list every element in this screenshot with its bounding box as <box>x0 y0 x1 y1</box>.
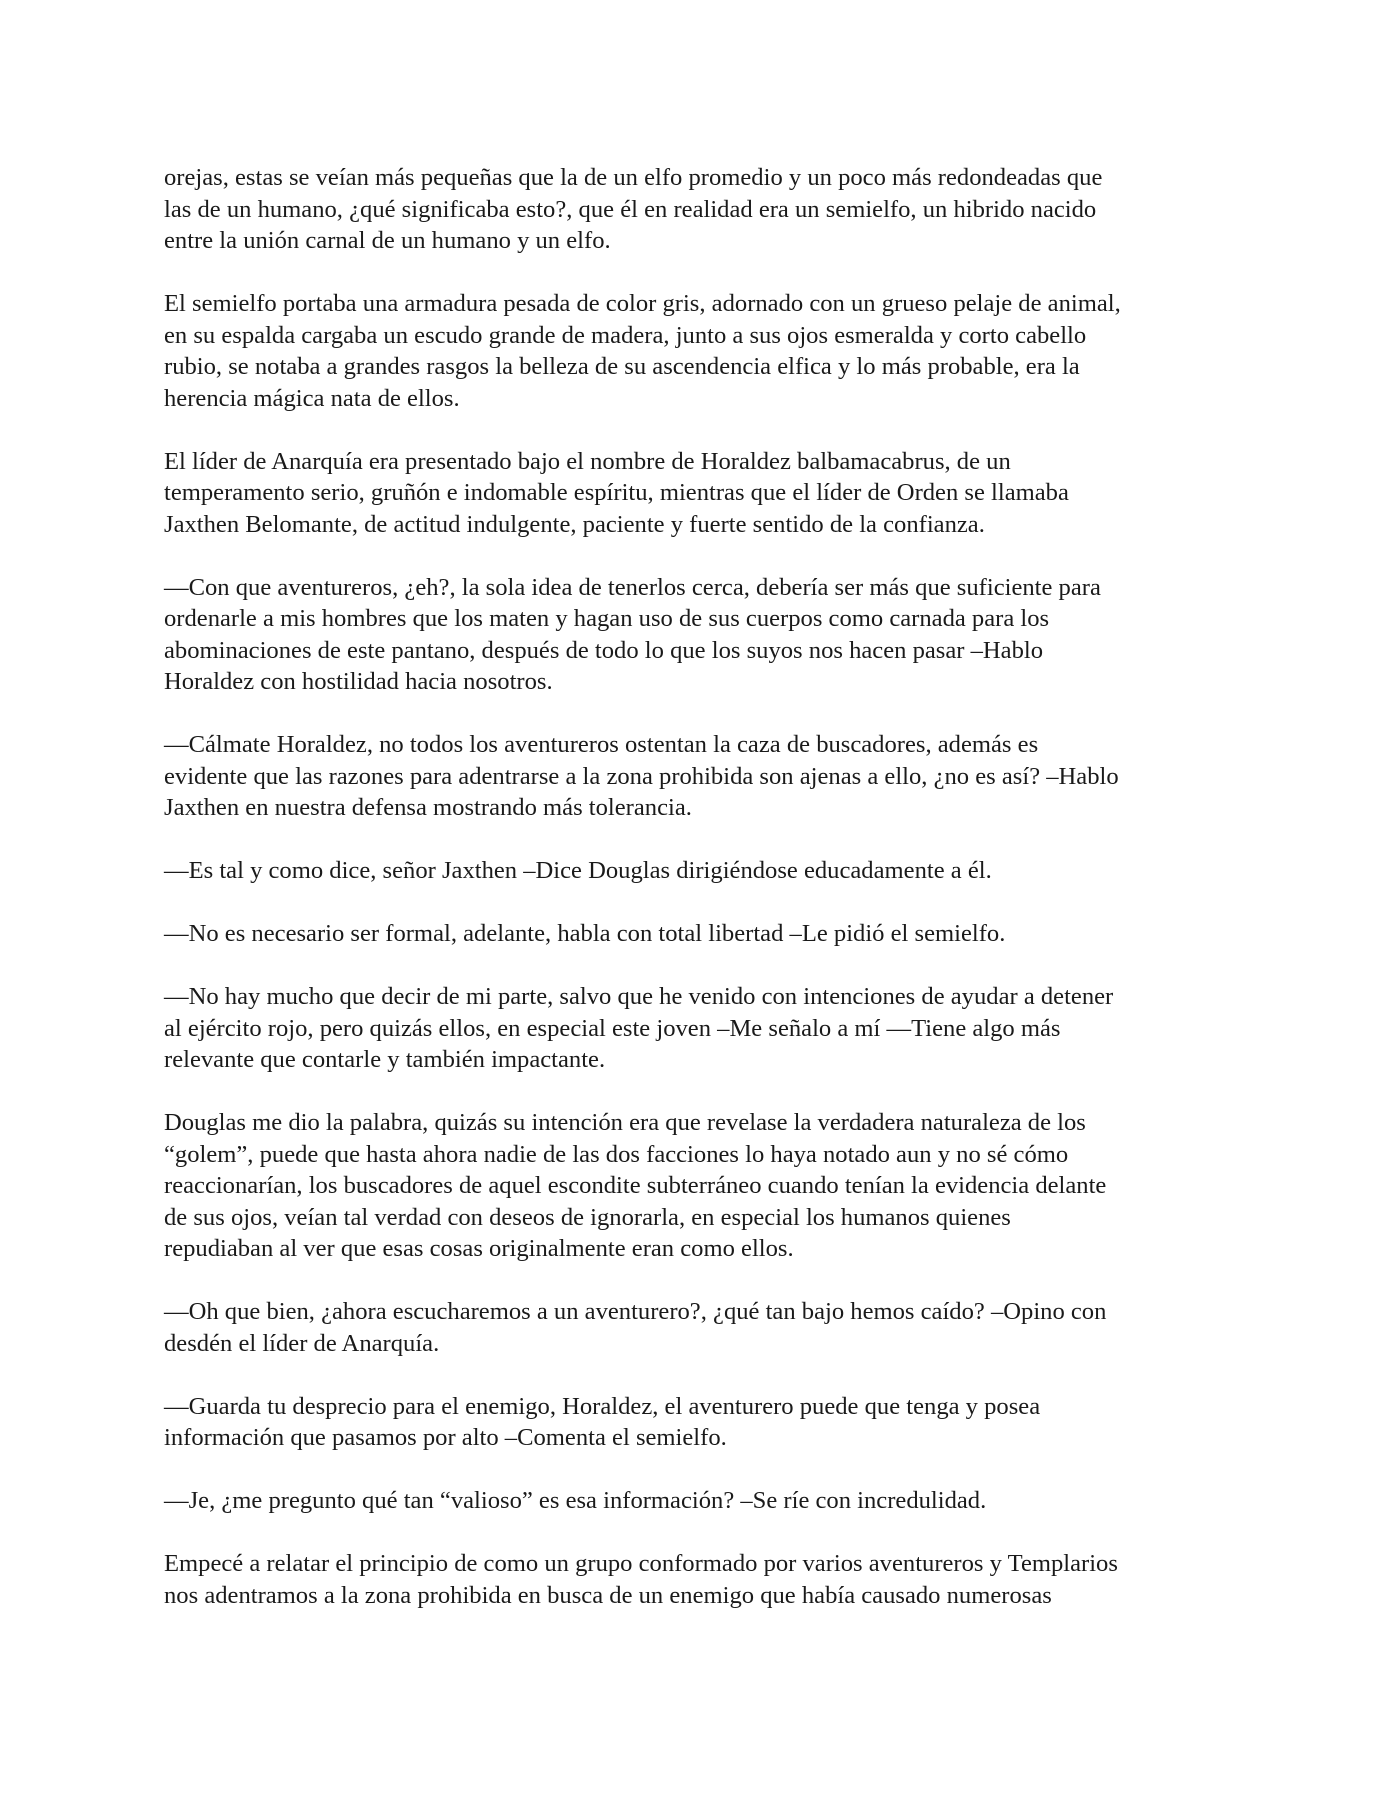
paragraph-1: orejas, estas se veían más pequeñas que la de un elfo promedio y un poco más redondeadas que las de un humano, ¿qué significaba esto?, que él en realidad era un semielfo, un hibrido nacido entre la unión carnal de un humano y un elfo. <box>164 164 1103 254</box>
paragraph-13: Empecé a relatar el principio de como un grupo conformado por varios aventureros y Templarios nos adentramos a la zona prohibida en busca de un enemigo que había causado numerosas <box>164 1550 1118 1609</box>
paragraph-7: —No es necesario ser formal, adelante, habla con total libertad –Le pidió el semielfo. <box>164 920 1006 947</box>
paragraph-9: Douglas me dio la palabra, quizás su intención era que revelase la verdadera naturaleza de los “golem”, puede que hasta ahora nadie de las dos facciones lo haya notado aun y no sé cómo reaccionarían, los buscadores de aquel escondite subterráneo cuando tenían la evidencia delante de sus ojos, veían tal verdad con deseos de ignorarla, en especial los humanos quienes repudiaban al ver que esas cosas originalmente eran como ellos. <box>164 1109 1107 1262</box>
paragraph-8: —No hay mucho que decir de mi parte, salvo que he venido con intenciones de ayudar a detener al ejército rojo, pero quizás ellos, en especial este joven –Me señalo a mí —Tiene algo más relevante que contarle y también impactante. <box>164 983 1114 1073</box>
paragraph-3: El líder de Anarquía era presentado bajo el nombre de Horaldez balbamacabrus, de un temperamento serio, gruñón e indomable espíritu, mientras que el líder de Orden se llamaba Jaxthen Belomante, de actitud indulgente, paciente y fuerte sentido de la confianza. <box>164 447 1069 538</box>
paragraph-10: —Oh que bien, ¿ahora escucharemos a un aventurero?, ¿qué tan bajo hemos caído? –Opino con desdén el líder de Anarquía. <box>164 1298 1107 1357</box>
paragraph-5: —Cálmate Horaldez, no todos los aventureros ostentan la caza de buscadores, además es evidente que las razones para adentrarse a la zona prohibida son ajenas a ello, ¿no es así? –Hablo Jaxthen en nuestra defensa mostrando más tolerancia. <box>164 731 1119 821</box>
paragraph-2: El semielfo portaba una armadura pesada de color gris, adornado con un grueso pelaje de animal, en su espalda cargaba un escudo grande de madera, junto a sus ojos esmeralda y corto cabello rubio, se notaba a grandes rasgos la belleza de su ascendencia elfica y lo más probable, era la herencia mágica nata de ellos. <box>164 290 1121 412</box>
paragraph-4: —Con que aventureros, ¿eh?, la sola idea de tenerlos cerca, debería ser más que suficiente para ordenarle a mis hombres que los maten y hagan uso de sus cuerpos como carnada para los abominaciones de este pantano, después de todo lo que los suyos nos hacen pasar –Hablo Horaldez con hostilidad hacia nosotros. <box>164 573 1101 695</box>
paragraph-12: —Je, ¿me pregunto qué tan “valioso” es esa información? –Se ríe con incredulidad. <box>164 1487 987 1514</box>
paragraph-11: —Guarda tu desprecio para el enemigo, Horaldez, el aventurero puede que tenga y posea información que pasamos por alto –Comenta el semielfo. <box>164 1392 1041 1451</box>
paragraph-6: —Es tal y como dice, señor Jaxthen –Dice Douglas dirigiéndose educadamente a él. <box>164 857 992 884</box>
text-body <box>164 162 1240 1611</box>
